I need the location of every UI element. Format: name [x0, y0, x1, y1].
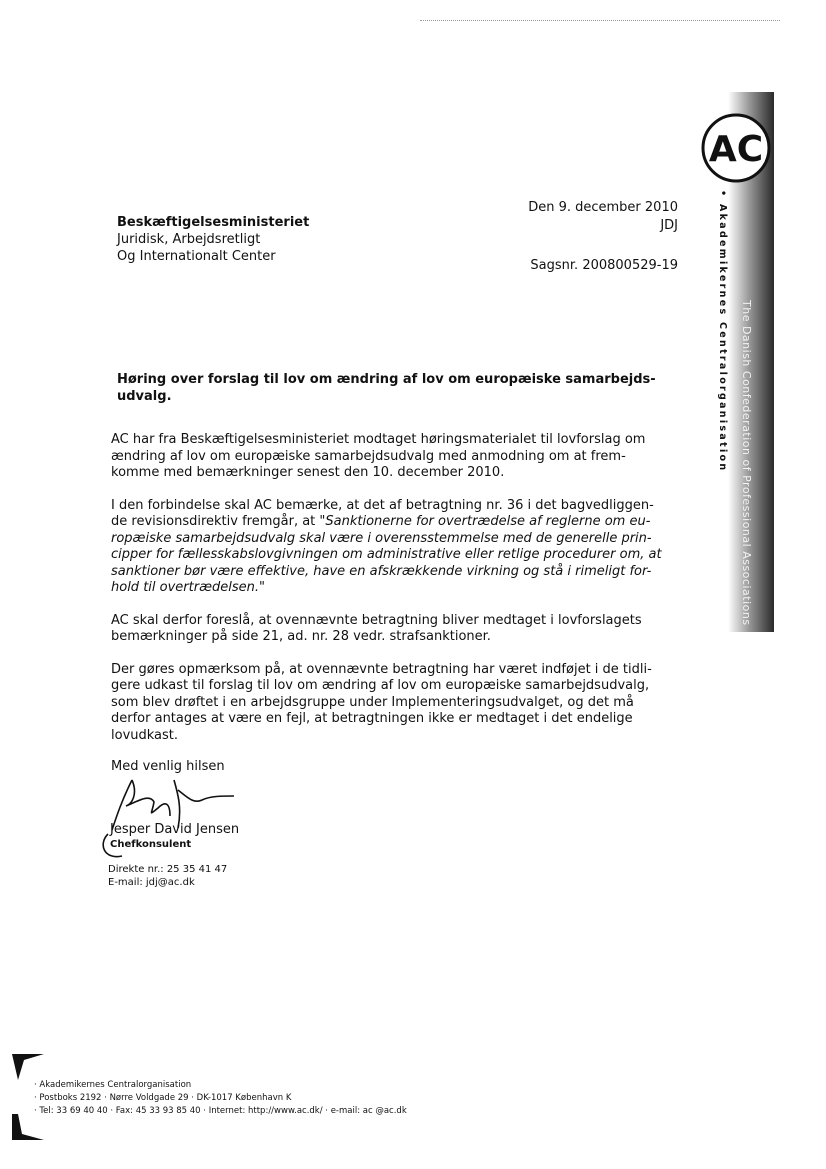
top-rule: [420, 20, 780, 22]
case-number: Sagsnr. 200800529-19: [530, 258, 678, 273]
text-line: AC skal derfor foreslå, at ovennævnte betragtning bliver medtaget i lovforslagets: [111, 612, 642, 628]
text-line: de revisionsdirektiv fremgår, at: [111, 514, 320, 529]
subject: [117, 371, 687, 405]
recipient-org: Beskæftigelsesministeriet: [117, 215, 310, 230]
quote-line: ropæiske samarbejdsudvalg skal være i overensstemmelse med de generelle prin-: [111, 530, 652, 546]
signer-title: Chefkonsulent: [110, 839, 192, 850]
text-line: lovudkast.: [111, 727, 179, 743]
footer-line-3: · Tel: 33 69 40 40 · Fax: 45 33 93 85 40 · Internet: http://www.ac.dk/ · e-mail: ac @ac.dk: [34, 1106, 407, 1116]
email-address: E-mail: jdj@ac.dk: [108, 877, 195, 888]
footer-line-2: · Postboks 2192 · Nørre Voldgade 29 · DK-1017 København K: [34, 1093, 292, 1103]
letter-meta: [528, 199, 678, 275]
recipient-dept-line1: Juridisk, Arbejdsretligt: [117, 232, 261, 247]
quote-line: "Sanktionerne for overtrædelse af reglerne om eu-: [319, 514, 651, 529]
subject-line-1: Høring over forslag til lov om ændring af lov om europæiske samarbejds-: [117, 372, 656, 387]
text-line: komme med bemærkninger senest den 10. december 2010.: [111, 465, 505, 480]
paragraph-1: [111, 432, 681, 482]
letter-body: [111, 432, 681, 760]
text-line: som blev drøftet i en arbejdsgruppe under Implementeringsudvalget, og det må: [111, 694, 634, 710]
letter-initials: JDJ: [660, 218, 678, 233]
sidebar-danish-label: • Akademikernes Centralorganisation: [717, 190, 728, 473]
quote-line: hold til overtrædelsen.": [111, 580, 265, 595]
paragraph-4: [111, 662, 681, 745]
sidebar-english-text: [739, 300, 759, 630]
sidebar-english-label: The Danish Confederation of Professional Associations: [740, 300, 753, 626]
logo-text: AC: [708, 129, 764, 170]
direct-phone: Direkte nr.: 25 35 41 47: [108, 864, 228, 875]
footer: [34, 1079, 407, 1118]
quote-line: cipper for fællesskabslovgivningen om administrative eller retlige procedurer om, at: [111, 547, 662, 562]
contact-block: [108, 863, 227, 889]
recipient-dept-line2: Og Internationalt Center: [117, 249, 276, 264]
text-line: gere udkast til forslag til lov om ændring af lov om europæiske samarbejdsudvalg,: [111, 678, 650, 693]
text-line: bemærkninger på side 21, ad. nr. 28 vedr. strafsanktioner.: [111, 629, 491, 644]
letter-date: Den 9. december 2010: [528, 200, 678, 215]
recipient-block: [117, 214, 309, 265]
text-line: I den forbindelse skal AC bemærke, at det af betragtning nr. 36 i det bagvedliggen-: [111, 497, 654, 513]
signer-name: Jesper David Jensen: [110, 822, 240, 837]
quote-line: sanktioner bør være effektive, have en afskrækkende virkning og stå i rimeligt for-: [111, 563, 652, 579]
text-line: derfor antages at være en fejl, at betragtningen ikke er medtaget i det endelige: [111, 711, 633, 726]
text-line: ændring af lov om europæiske samarbejdsudvalg med anmodning om at frem-: [111, 448, 626, 464]
text-line: AC har fra Beskæftigelsesministeriet modtaget høringsmaterialet til lovforslag om: [111, 432, 646, 447]
text-line: Der gøres opmærksom på, at ovennævnte betragtning har været indføjet i de tidli-: [111, 661, 652, 677]
subject-line-2: udvalg.: [117, 389, 172, 404]
footer-line-1: · Akademikernes Centralorganisation: [34, 1080, 192, 1090]
sidebar-danish-text: [712, 190, 732, 480]
paragraph-3: [111, 613, 681, 646]
paragraph-2: [111, 498, 681, 597]
closing: Med venlig hilsen: [111, 759, 225, 774]
ac-logo: [700, 112, 772, 184]
